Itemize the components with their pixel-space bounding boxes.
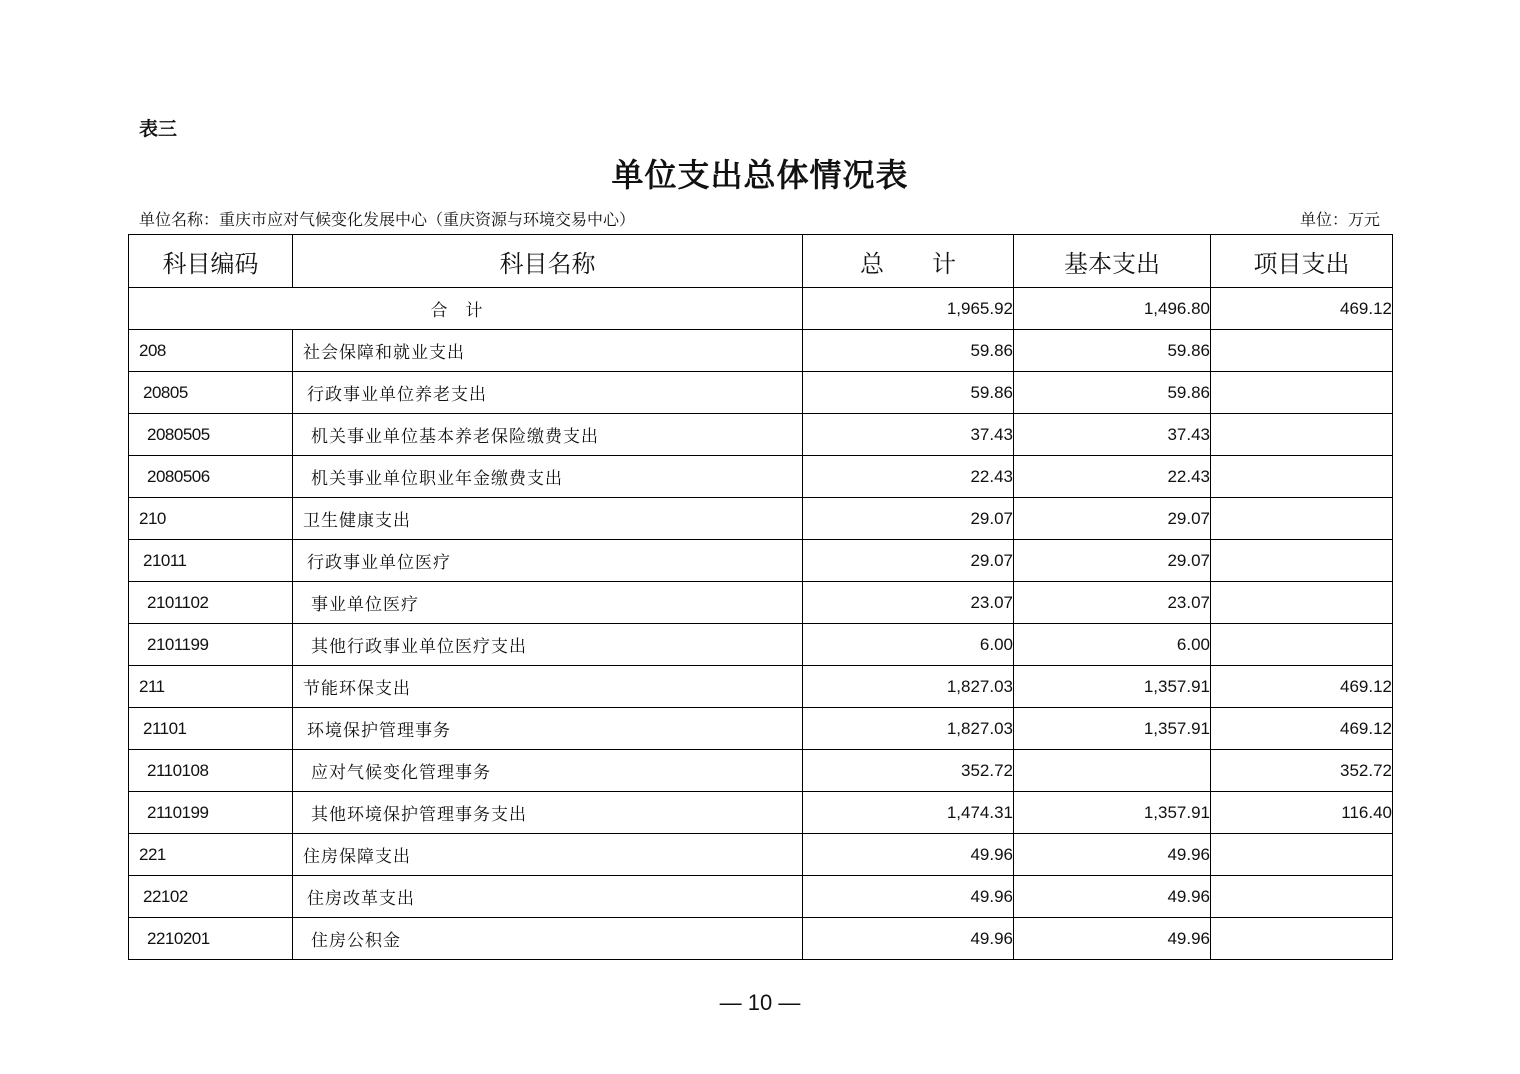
row-project: 352.72 [1211,750,1393,792]
row-name: 行政事业单位养老支出 [293,372,803,414]
row-total: 1,827.03 [803,708,1014,750]
table-label: 表三 [139,118,178,140]
row-code: 2210201 [129,918,293,960]
row-total: 59.86 [803,330,1014,372]
page-number: — 10 — [719,990,801,1015]
row-name: 机关事业单位基本养老保险缴费支出 [293,414,803,456]
row-total: 59.86 [803,372,1014,414]
table-row [129,624,1393,666]
row-code: 2110108 [129,750,293,792]
row-total: 6.00 [803,624,1014,666]
row-total: 29.07 [803,498,1014,540]
row-total: 23.07 [803,582,1014,624]
table-row [129,666,1393,708]
row-code: 21101 [129,708,293,750]
row-project: 469.12 [1211,666,1393,708]
header-project: 项目支出 [1211,235,1393,288]
row-code: 21011 [129,540,293,582]
row-project [1211,918,1393,960]
header-basic: 基本支出 [1014,235,1211,288]
row-project [1211,372,1393,414]
row-total: 22.43 [803,456,1014,498]
header-total: 总 计 [803,235,1014,288]
row-basic: 1,357.91 [1014,708,1211,750]
total-total: 1,965.92 [803,288,1014,330]
table-row [129,456,1393,498]
row-name: 行政事业单位医疗 [293,540,803,582]
row-project [1211,624,1393,666]
row-basic: 59.86 [1014,330,1211,372]
row-project [1211,834,1393,876]
row-code: 208 [129,330,293,372]
header-name: 科目名称 [293,235,803,288]
table-row [129,498,1393,540]
table-row [129,708,1393,750]
total-basic: 1,496.80 [1014,288,1211,330]
header-row [129,235,1393,288]
row-code: 211 [129,666,293,708]
row-project: 469.12 [1211,708,1393,750]
row-code: 2110199 [129,792,293,834]
row-name: 其他行政事业单位医疗支出 [293,624,803,666]
table-row [129,372,1393,414]
row-name: 节能环保支出 [293,666,803,708]
row-basic: 49.96 [1014,876,1211,918]
row-total: 29.07 [803,540,1014,582]
row-total: 1,827.03 [803,666,1014,708]
unit-name: 单位名称：重庆市应对气候变化发展中心（重庆资源与环境交易中心） [139,210,636,229]
table-row [129,876,1393,918]
row-project [1211,876,1393,918]
table-row [129,540,1393,582]
row-code: 221 [129,834,293,876]
total-label: 合计 [129,288,803,330]
table-row [129,582,1393,624]
table-row [129,750,1393,792]
row-basic: 6.00 [1014,624,1211,666]
row-total: 37.43 [803,414,1014,456]
row-code: 2080505 [129,414,293,456]
row-basic: 59.86 [1014,372,1211,414]
table-row [129,414,1393,456]
table-row [129,330,1393,372]
row-name: 应对气候变化管理事务 [293,750,803,792]
total-project: 469.12 [1211,288,1393,330]
unit-measure: 单位：万元 [1299,210,1380,229]
row-total: 1,474.31 [803,792,1014,834]
row-name: 事业单位医疗 [293,582,803,624]
row-basic: 29.07 [1014,498,1211,540]
row-project [1211,582,1393,624]
table-row [129,918,1393,960]
row-project [1211,498,1393,540]
row-code: 2101199 [129,624,293,666]
row-code: 2101102 [129,582,293,624]
row-name: 卫生健康支出 [293,498,803,540]
row-project [1211,540,1393,582]
table-row [129,834,1393,876]
row-project: 116.40 [1211,792,1393,834]
row-basic: 23.07 [1014,582,1211,624]
row-code: 22102 [129,876,293,918]
row-name: 其他环境保护管理事务支出 [293,792,803,834]
row-basic [1014,750,1211,792]
row-basic: 29.07 [1014,540,1211,582]
row-name: 环境保护管理事务 [293,708,803,750]
row-name: 住房改革支出 [293,876,803,918]
expenditure-table [128,234,1393,960]
row-name: 住房保障支出 [293,834,803,876]
row-basic: 22.43 [1014,456,1211,498]
row-name: 住房公积金 [293,918,803,960]
row-total: 49.96 [803,834,1014,876]
row-project [1211,456,1393,498]
row-basic: 1,357.91 [1014,666,1211,708]
row-code: 2080506 [129,456,293,498]
row-code: 210 [129,498,293,540]
document-title: 单位支出总体情况表 [611,156,909,194]
row-code: 20805 [129,372,293,414]
row-total: 49.96 [803,918,1014,960]
row-basic: 37.43 [1014,414,1211,456]
row-basic: 49.96 [1014,834,1211,876]
total-row [129,288,1393,330]
table-row [129,792,1393,834]
row-total: 352.72 [803,750,1014,792]
row-project [1211,414,1393,456]
row-basic: 1,357.91 [1014,792,1211,834]
row-name: 机关事业单位职业年金缴费支出 [293,456,803,498]
row-name: 社会保障和就业支出 [293,330,803,372]
row-total: 49.96 [803,876,1014,918]
header-code: 科目编码 [129,235,293,288]
row-project [1211,330,1393,372]
row-basic: 49.96 [1014,918,1211,960]
